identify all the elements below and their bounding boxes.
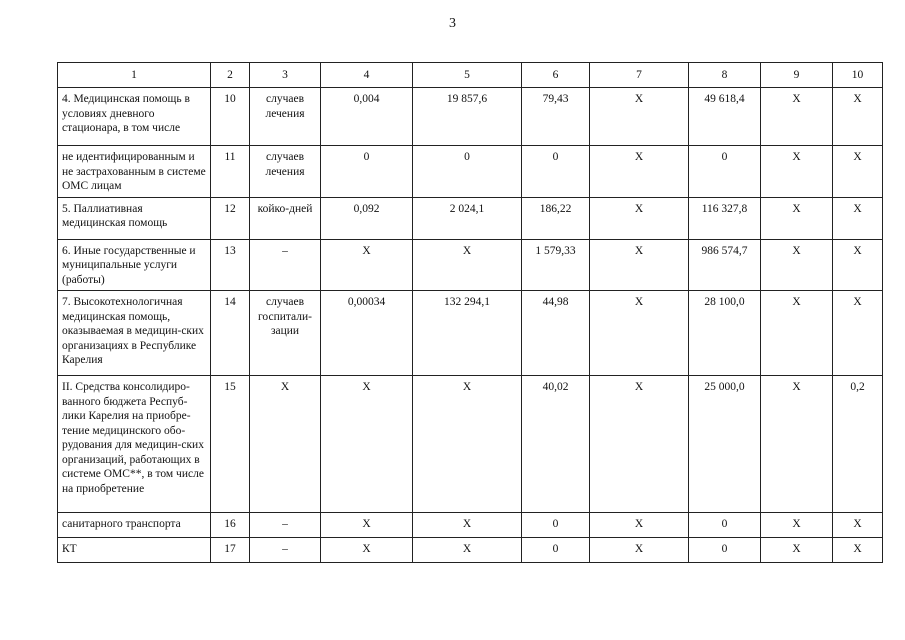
column-header: 1 [58,63,211,88]
column-header: 5 [413,63,522,88]
table-cell: 19 857,6 [413,88,522,146]
table-cell: X [833,197,883,239]
column-header: 2 [211,63,250,88]
table-cell: 0 [522,538,590,563]
table-cell: X [413,376,522,513]
table-cell: 0 [321,146,413,198]
table-cell: 0 [522,146,590,198]
row-code: 16 [211,513,250,538]
table-cell: X [833,513,883,538]
table-cell: X [761,538,833,563]
table-cell: 0 [689,146,761,198]
table-cell: X [590,376,689,513]
table-cell: 40,02 [522,376,590,513]
table-cell: X [590,538,689,563]
table-cell: X [833,291,883,376]
unit-cell: X [250,376,321,513]
table-row [58,538,883,563]
table-cell: 132 294,1 [413,291,522,376]
table-cell: 28 100,0 [689,291,761,376]
table-row [58,291,883,376]
column-number-row [58,63,883,88]
row-label: не идентифицированным и не застрахованным в системе ОМС лицам [58,146,211,198]
table-row [58,88,883,146]
column-header: 9 [761,63,833,88]
column-header: 3 [250,63,321,88]
table-cell: 116 327,8 [689,197,761,239]
table-cell: 0,092 [321,197,413,239]
table-cell: X [761,197,833,239]
row-label: II. Средства консолидиро-ванного бюджета Респуб-лики Карелия на приобре-тение медицинского обо-рудования для медицин-ских организаций, работающих в системе ОМС**, в том числе на приобретение [58,376,211,513]
table-cell: 1 579,33 [522,239,590,291]
row-code: 11 [211,146,250,198]
row-label: 5. Паллиативная медицинская помощь [58,197,211,239]
unit-cell: случаев лечения [250,88,321,146]
table-cell: 0 [413,146,522,198]
table-cell: 186,22 [522,197,590,239]
table-cell: 0 [689,538,761,563]
row-code: 17 [211,538,250,563]
row-label: 7. Высокотехнологичная медицинская помощь, оказываемая в медицин-ских организациях в Республике Карелия [58,291,211,376]
table-cell: X [761,239,833,291]
row-code: 12 [211,197,250,239]
table-row [58,513,883,538]
table-cell: X [590,239,689,291]
table-cell: X [590,197,689,239]
table-cell: X [761,146,833,198]
table-cell: X [413,538,522,563]
row-code: 10 [211,88,250,146]
column-header: 6 [522,63,590,88]
table-row [58,376,883,513]
table-row [58,239,883,291]
table-cell: X [761,88,833,146]
table-cell: X [321,538,413,563]
table-cell: X [761,513,833,538]
table-cell: X [321,513,413,538]
table-cell: X [590,513,689,538]
table-cell: 0,00034 [321,291,413,376]
unit-cell: – [250,239,321,291]
row-code: 14 [211,291,250,376]
table-cell: 0 [689,513,761,538]
table-cell: X [413,239,522,291]
unit-cell: – [250,513,321,538]
table-cell: 44,98 [522,291,590,376]
column-header: 8 [689,63,761,88]
table-cell: X [761,376,833,513]
row-code: 13 [211,239,250,291]
table-row [58,197,883,239]
unit-cell: случаев лечения [250,146,321,198]
table-cell: 986 574,7 [689,239,761,291]
column-header: 7 [590,63,689,88]
table-cell: X [833,538,883,563]
table-row [58,146,883,198]
table-cell: 25 000,0 [689,376,761,513]
table-cell: X [321,239,413,291]
data-table [57,62,883,563]
page-number: 3 [449,16,456,31]
table-cell: X [833,146,883,198]
row-code: 15 [211,376,250,513]
unit-cell: случаев госпитали-зации [250,291,321,376]
table-cell: X [321,376,413,513]
table-cell: X [833,88,883,146]
table-cell: X [590,146,689,198]
table-cell: X [413,513,522,538]
row-label: 4. Медицинская помощь в условиях дневного стационара, в том числе [58,88,211,146]
column-header: 10 [833,63,883,88]
row-label: 6. Иные государственные и муниципальные услуги (работы) [58,239,211,291]
unit-cell: – [250,538,321,563]
table-cell: 2 024,1 [413,197,522,239]
table-cell: 0 [522,513,590,538]
table-cell: X [590,291,689,376]
table-cell: 79,43 [522,88,590,146]
column-header: 4 [321,63,413,88]
table-cell: 0,2 [833,376,883,513]
table-cell: X [590,88,689,146]
table-cell: X [761,291,833,376]
table-cell: 49 618,4 [689,88,761,146]
row-label: КТ [58,538,211,563]
table-cell: 0,004 [321,88,413,146]
unit-cell: койко-дней [250,197,321,239]
table-cell: X [833,239,883,291]
row-label: санитарного транспорта [58,513,211,538]
